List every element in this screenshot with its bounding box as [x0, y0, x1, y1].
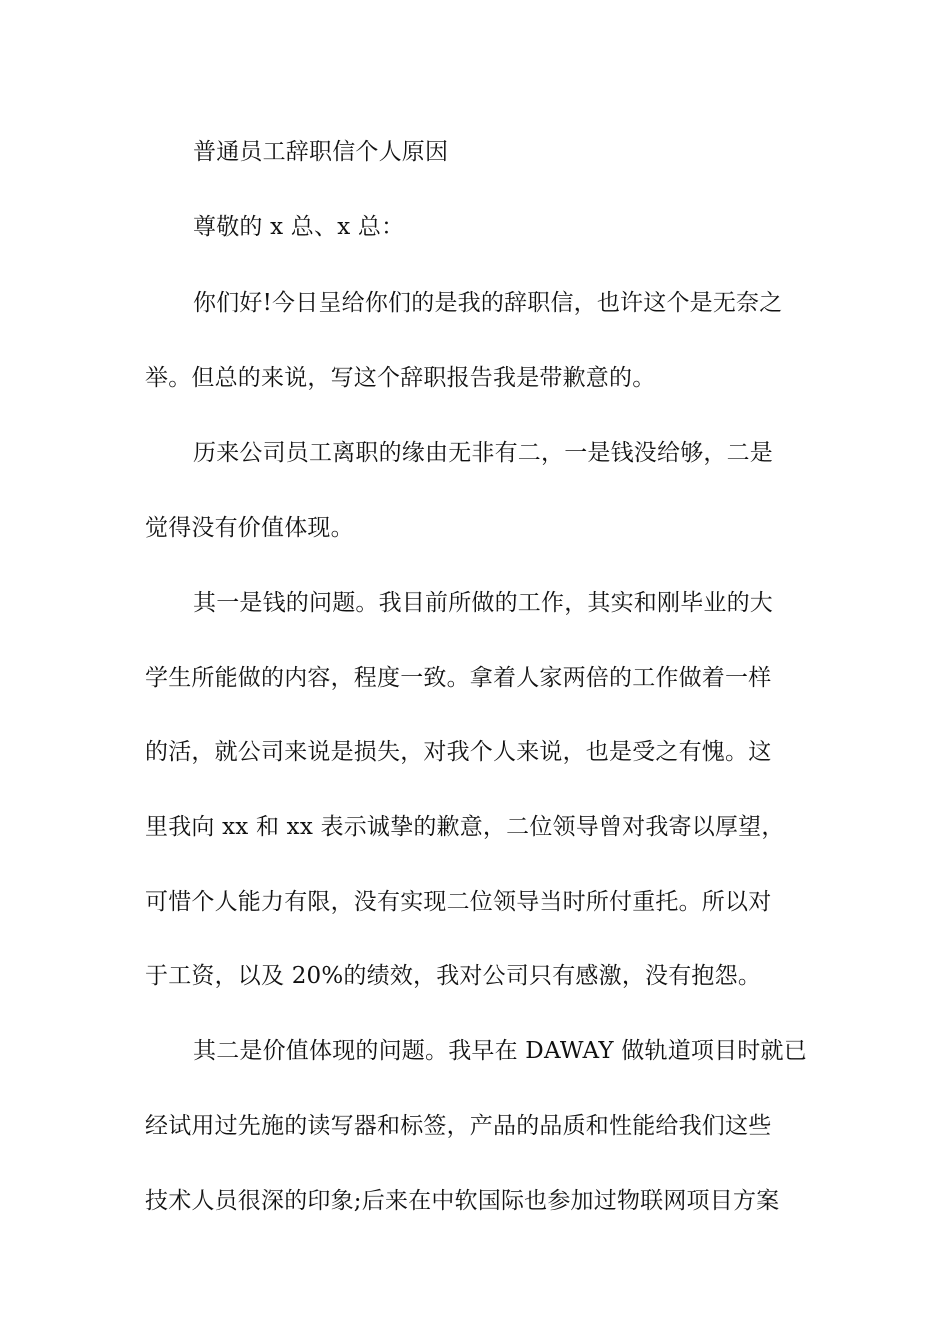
- paragraph-3-line-6: 于工资，以及 20%的绩效，我对公司只有感激，没有抱怨。: [145, 963, 762, 989]
- paragraph-1-line-1: 你们好!今日呈给你们的是我的辞职信，也许这个是无奈之: [193, 290, 783, 316]
- paragraph-4-line-2: 经试用过先施的读写器和标签，产品的品质和性能给我们这些: [145, 1113, 772, 1139]
- paragraph-4-line-3: 技术人员很深的印象;后来在中软国际也参加过物联网项目方案: [145, 1188, 780, 1214]
- paragraph-4-line-1: 其二是价值体现的问题。我早在 DAWAY 做轨道项目时就已: [193, 1038, 807, 1064]
- paragraph-3-line-4: 里我向 xx 和 xx 表示诚挚的歉意，二位领导曾对我寄以厚望，: [145, 814, 785, 840]
- salutation: 尊敬的 x 总、x 总：: [193, 214, 405, 240]
- paragraph-3-line-2: 学生所能做的内容，程度一致。拿着人家两倍的工作做着一样: [145, 665, 772, 691]
- paragraph-2-line-1: 历来公司员工离职的缘由无非有二，一是钱没给够，二是: [193, 440, 773, 466]
- paragraph-3-line-5: 可惜个人能力有限，没有实现二位领导当时所付重托。所以对: [145, 889, 772, 915]
- paragraph-3-line-1: 其一是钱的问题。我目前所做的工作，其实和刚毕业的大: [193, 590, 773, 616]
- paragraph-3-line-3: 的活，就公司来说是损失，对我个人来说，也是受之有愧。这: [145, 739, 772, 765]
- paragraph-2-line-2: 觉得没有价值体现。: [145, 515, 354, 541]
- paragraph-1-line-2: 举。但总的来说，写这个辞职报告我是带歉意的。: [145, 365, 656, 391]
- document-title: 普通员工辞职信个人原因: [193, 139, 449, 165]
